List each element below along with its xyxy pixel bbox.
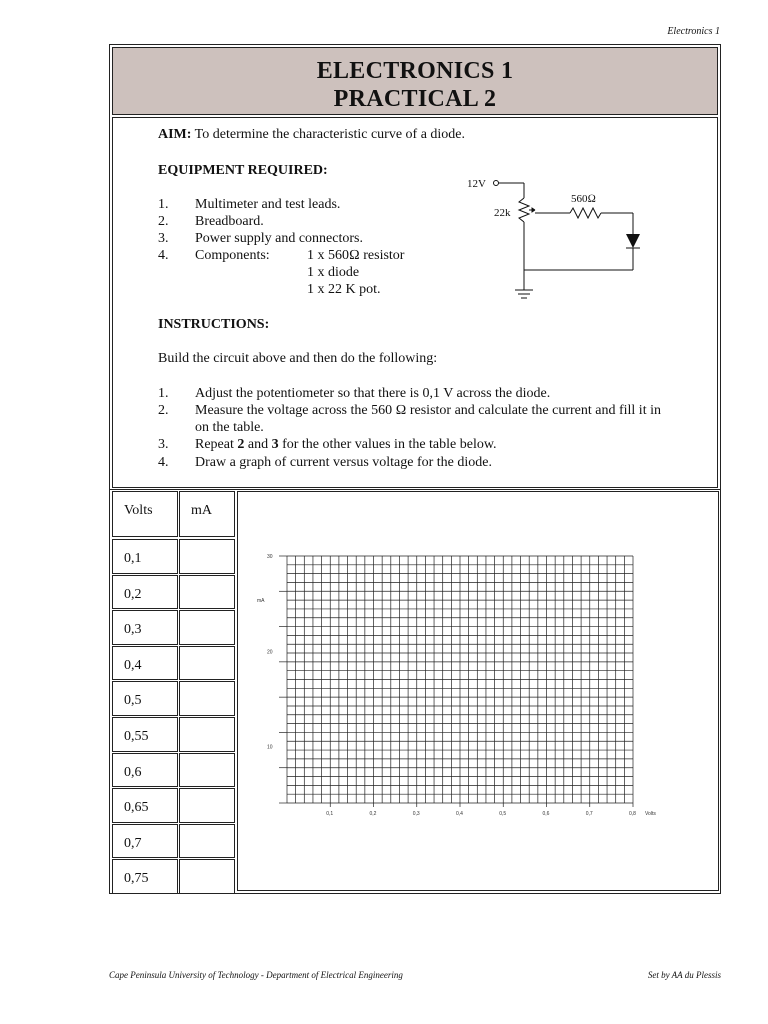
footer-institution: Cape Peninsula University of Technology - Department of Electrical Engineering [109, 970, 403, 980]
component-item: 1 x 22 K pot. [307, 282, 381, 297]
volts-value: 0,3 [124, 622, 142, 637]
x-tick-label: 0,3 [412, 811, 420, 817]
instructions-intro: Build the circuit above and then do the following: [158, 351, 438, 366]
equipment-num: 2. [158, 214, 169, 229]
volts-value: 0,5 [124, 693, 142, 708]
aim-text: To determine the characteristic curve of a diode. [191, 127, 466, 142]
step-num: 3. [158, 437, 169, 452]
component-item: 1 x 560Ω resistor [307, 248, 405, 263]
step-num: 4. [158, 455, 169, 470]
x-tick-label: 0,4 [456, 811, 463, 817]
title-line-1: ELECTRONICS 1 [316, 58, 514, 84]
aim-line [158, 126, 465, 143]
step-text: Draw a graph of current versus voltage for the diode. [195, 455, 493, 470]
y-tick-label: 30 [267, 554, 273, 560]
running-header: Electronics 1 [667, 26, 720, 37]
ma-cell[interactable] [179, 610, 235, 645]
volts-value: 0,55 [124, 729, 149, 744]
y-tick-label: 10 [267, 744, 273, 751]
ma-header: mA [191, 503, 212, 518]
equipment-item: Power supply and connectors. [195, 231, 363, 246]
ma-cell[interactable] [179, 646, 235, 680]
volts-value: 0,1 [124, 551, 142, 566]
x-tick-label: 0,1 [326, 811, 334, 817]
volts-cell [112, 824, 178, 858]
volts-cell [112, 753, 178, 787]
x-tick-label: 0,6 [542, 811, 550, 817]
ma-cell[interactable] [179, 824, 235, 858]
step-num: 1. [158, 386, 169, 401]
step-3-bold-2: 3 [271, 437, 279, 452]
y-unit-label: mA [257, 597, 265, 604]
step-3-bold-1: 2 [237, 437, 245, 452]
y-tick-label: 20 [267, 649, 273, 656]
volts-value: 0,75 [124, 871, 149, 886]
equipment-item: Components: [195, 248, 270, 263]
volts-header: Volts [124, 503, 153, 518]
circuit-diagram [455, 172, 655, 304]
header-cell-volts [112, 491, 178, 537]
footer-author: Set by AA du Plessis [647, 970, 721, 980]
ma-cell[interactable] [179, 681, 235, 716]
volts-cell [112, 539, 178, 574]
header-cell-ma [179, 491, 235, 537]
step-3-post: for the other values in the table below. [278, 437, 497, 452]
component-item: 1 x diode [307, 265, 360, 280]
step-text-cont: on the table. [195, 420, 264, 435]
ma-cell[interactable] [179, 575, 235, 609]
equipment-num: 1. [158, 197, 169, 212]
equipment-num: 3. [158, 231, 169, 246]
step-num: 2. [158, 403, 169, 418]
volts-cell [112, 575, 178, 609]
graph-paper [237, 491, 719, 891]
x-tick-label: 0,5 [499, 811, 507, 817]
step-3-mid: and [244, 437, 272, 452]
aim-label: AIM: [158, 127, 192, 142]
supply-label: 12V [467, 178, 486, 190]
ma-cell[interactable] [179, 859, 235, 894]
title-line-2: PRACTICAL 2 [333, 86, 497, 112]
x-tick-label: 0,8 [629, 811, 636, 817]
volts-value: 0,65 [124, 800, 149, 815]
volts-value: 0,6 [124, 765, 142, 780]
pot-label: 22k [494, 207, 511, 219]
x-unit-label: Volts [645, 811, 656, 817]
grid-lines [287, 556, 633, 803]
step-text [195, 436, 497, 453]
diode-symbol [626, 234, 640, 248]
step-3-pre: Repeat [195, 437, 238, 452]
x-tick-label: 0,2 [369, 811, 377, 817]
volts-cell [112, 610, 178, 645]
ma-cell[interactable] [179, 717, 235, 752]
step-text: Measure the voltage across the 560 Ω resistor and calculate the current and fill it in [195, 403, 661, 418]
ma-cell[interactable] [179, 539, 235, 574]
equipment-heading: EQUIPMENT REQUIRED: [158, 163, 328, 178]
volts-cell [112, 859, 178, 894]
ma-cell[interactable] [179, 753, 235, 787]
volts-value: 0,4 [124, 658, 142, 673]
step-text: Adjust the potentiometer so that there is 0,1 V across the diode. [195, 386, 551, 401]
volts-cell [112, 788, 178, 823]
volts-value: 0,2 [124, 587, 142, 602]
equipment-item: Multimeter and test leads. [195, 197, 341, 212]
instructions-heading: INSTRUCTIONS: [158, 317, 270, 332]
ma-cell[interactable] [179, 788, 235, 823]
resistor-label: 560Ω [571, 193, 596, 205]
volts-cell [112, 717, 178, 752]
volts-cell [112, 681, 178, 716]
title-banner [112, 47, 718, 115]
x-tick-label: 0,7 [585, 811, 593, 817]
equipment-num: 4. [158, 248, 169, 263]
equipment-item: Breadboard. [195, 214, 264, 229]
volts-cell [112, 646, 178, 680]
volts-value: 0,7 [124, 836, 142, 851]
